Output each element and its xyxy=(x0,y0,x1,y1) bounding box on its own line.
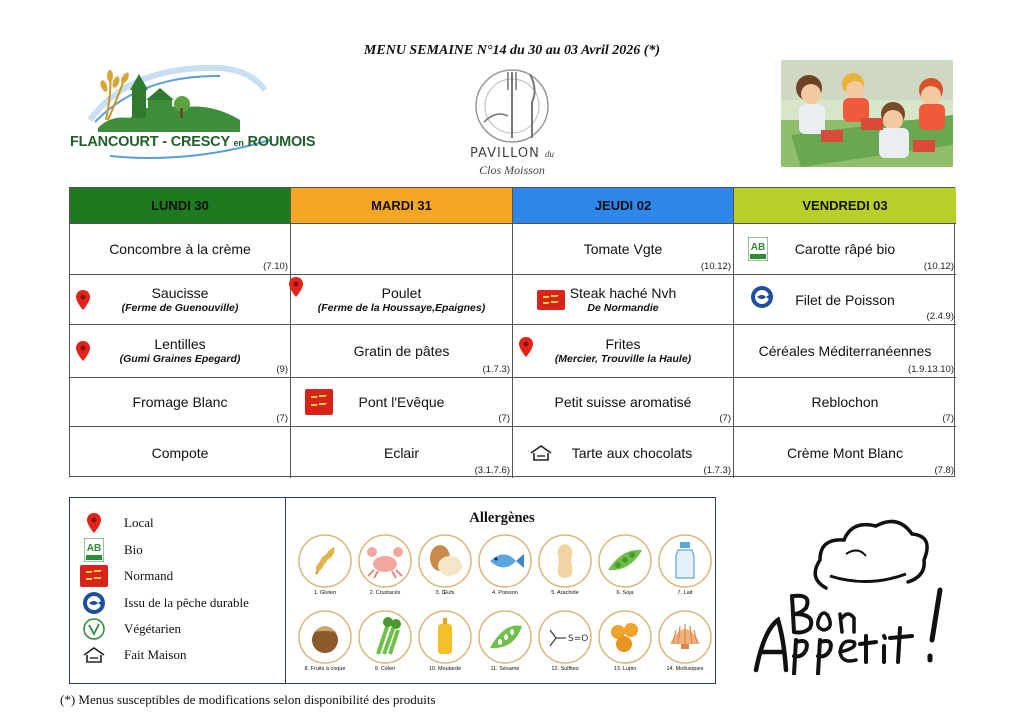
menu-cell xyxy=(513,378,734,427)
allergen-codes: (7) xyxy=(498,413,510,424)
town-logo-art xyxy=(70,60,316,170)
town-name: FLANCOURT - CRESCY en ROUMOIS xyxy=(70,134,316,150)
normandy-flag-icon xyxy=(80,565,108,587)
allergen-item xyxy=(416,534,474,596)
allergen-label: 13. Lupin xyxy=(613,666,637,672)
menu-cell xyxy=(291,378,513,427)
legend-item xyxy=(76,591,249,615)
dish-origin: (Gumi Graines Epegard) xyxy=(119,353,241,365)
pin-icon xyxy=(76,341,90,361)
dish-name: Tarte aux chocolats xyxy=(571,444,693,461)
dish-name: Saucisse xyxy=(151,284,209,301)
menu-cell xyxy=(513,275,734,325)
allergen-label: 7. Lait xyxy=(677,590,693,596)
msc-fish-icon xyxy=(750,285,774,309)
wheat-icon xyxy=(298,534,352,588)
svg-text:AB: AB xyxy=(86,543,102,554)
leaf-v-icon xyxy=(83,618,105,640)
allergen-label: 10. Moutarde xyxy=(428,666,462,672)
dish-name: Reblochon xyxy=(811,394,879,410)
dish-name: Concombre à la crème xyxy=(109,241,251,257)
allergen-label: 8. Fruits à coque xyxy=(304,666,346,672)
allergen-label: 5. Arachide xyxy=(551,590,579,596)
menu-cell xyxy=(513,325,734,378)
lupin-icon xyxy=(598,610,652,664)
dish-name: Poulet xyxy=(381,284,422,301)
menu-cell xyxy=(70,325,291,378)
pictogram-legend xyxy=(70,498,286,683)
hazelnut-icon xyxy=(298,610,352,664)
allergen-item xyxy=(476,610,534,672)
allergen-codes: (7) xyxy=(276,413,288,424)
day-header-mardi: MARDI 31 xyxy=(291,188,513,224)
legend-label: Bio xyxy=(124,542,143,557)
soy-icon xyxy=(598,534,652,588)
legend-label: Végétarien xyxy=(124,621,182,636)
dish-name: Filet de Poisson xyxy=(795,291,895,308)
allergen-label: 2. Crustacés xyxy=(369,590,401,596)
legend-box xyxy=(69,497,716,684)
celery-icon xyxy=(358,610,412,664)
menu-cell xyxy=(734,224,956,275)
allergen-item xyxy=(356,610,414,672)
allergen-codes: (10.12) xyxy=(700,261,731,272)
legend-item xyxy=(76,617,181,641)
menu-cell xyxy=(291,427,513,478)
dish-name: Frites xyxy=(605,336,641,352)
allergen-codes: (10.12) xyxy=(923,261,954,272)
menu-table xyxy=(69,187,955,477)
pin-icon xyxy=(76,290,90,310)
menu-cell xyxy=(291,275,513,325)
allergen-item xyxy=(416,610,474,672)
crab-icon xyxy=(358,534,412,588)
house-icon xyxy=(529,444,553,462)
dish-origin: (Mercier, Trouville la Haule) xyxy=(554,353,692,365)
menu-cell xyxy=(734,275,956,325)
sulfites-icon xyxy=(538,610,592,664)
allergen-label: 3. Œufs xyxy=(435,590,455,596)
allergen-item xyxy=(296,534,354,596)
allergen-item xyxy=(296,610,354,672)
dish-name: Lentilles xyxy=(154,336,206,352)
shell-icon xyxy=(658,610,712,664)
allergen-item xyxy=(656,534,714,596)
menu-cell xyxy=(70,224,291,275)
legend-label: Local xyxy=(124,515,154,530)
allergen-codes: (2.4.9) xyxy=(926,311,954,322)
pavillon-subtitle: Clos Moisson xyxy=(479,163,545,177)
legend-item xyxy=(76,564,173,588)
plate-cutlery-icon xyxy=(466,62,558,146)
allergen-codes: (9) xyxy=(276,364,288,375)
allergen-label: 6. Soja xyxy=(616,590,634,596)
menu-title: MENU SEMAINE N°14 du 30 au 03 Avril 2026 (*) xyxy=(363,43,661,58)
allergen-label: 11. Sésame xyxy=(490,666,520,672)
dish-origin: (Ferme de Guenouville) xyxy=(121,301,239,314)
town-logo xyxy=(70,60,316,170)
allergen-label: 1. Gluten xyxy=(313,590,337,596)
allergen-item xyxy=(536,610,594,672)
day-header-lundi: LUNDI 30 xyxy=(70,188,291,224)
eggs-icon xyxy=(418,534,472,588)
legend-label: Issu de la pêche durable xyxy=(124,595,249,610)
legend-item xyxy=(76,538,143,562)
dish-name: Fromage Blanc xyxy=(132,394,228,410)
legend-label: Normand xyxy=(124,568,174,583)
ab-bio-icon xyxy=(748,237,768,261)
dish-name: Céréales Méditerranéennes xyxy=(758,343,932,359)
menu-cell xyxy=(734,325,956,378)
mustard-icon xyxy=(418,610,472,664)
allergen-item xyxy=(656,610,714,672)
dish-origin: De Normandie xyxy=(587,301,659,314)
children-eating-image xyxy=(781,60,953,167)
day-header-vendredi: VENDREDI 03 xyxy=(734,188,956,224)
menu-cell xyxy=(734,378,956,427)
allergen-item xyxy=(356,534,414,596)
pin-icon xyxy=(87,513,101,533)
sesame-icon xyxy=(478,610,532,664)
allergen-label: 14. Mollusques xyxy=(666,666,704,672)
allergen-codes: (3.1.7.6) xyxy=(474,465,510,476)
menu-cell xyxy=(513,427,734,478)
day-header-jeudi: JEUDI 02 xyxy=(513,188,734,224)
milk-icon xyxy=(658,534,712,588)
allergen-codes: (7.10) xyxy=(263,261,288,272)
legend-item xyxy=(76,511,154,535)
dish-name: Petit suisse aromatisé xyxy=(554,394,692,410)
ab-bio-icon xyxy=(84,538,104,562)
footnote: (*) Menus susceptibles de modifications selon disponibilité des produits xyxy=(60,692,436,707)
dish-name: Pont l'Evêque xyxy=(358,394,445,410)
pavillon-logo xyxy=(466,62,558,182)
svg-text:AB: AB xyxy=(750,242,766,253)
dish-name: Carotte râpé bio xyxy=(794,241,896,257)
allergen-item xyxy=(596,610,654,672)
menu-cell xyxy=(513,224,734,275)
allergen-label: 12. Sulfites xyxy=(551,666,579,672)
dish-name: Gratin de pâtes xyxy=(353,343,450,359)
dish-name: Steak haché Nvh xyxy=(569,284,677,301)
bon-appetit-logo xyxy=(748,510,958,675)
allergen-item xyxy=(476,534,534,596)
allergen-label: 9. Céleri xyxy=(374,666,396,672)
allergen-label: 4. Poisson xyxy=(492,590,518,596)
allergen-item xyxy=(536,534,594,596)
allergen-codes: (1.9.13.10) xyxy=(908,364,954,375)
dish-origin: (Ferme de la Houssaye,Epaignes) xyxy=(317,301,486,314)
legend-label: Fait Maison xyxy=(124,647,187,662)
dish-name: Crème Mont Blanc xyxy=(787,444,903,461)
menu-cell xyxy=(70,275,291,325)
pin-icon xyxy=(519,337,533,357)
dish-name: Compote xyxy=(151,444,209,461)
menu-cell xyxy=(734,427,956,478)
peanut-icon xyxy=(538,534,592,588)
canteen-photo xyxy=(781,60,953,167)
allergens-title: Allergènes xyxy=(469,510,535,526)
pin-icon xyxy=(289,277,303,297)
allergen-codes: (7) xyxy=(942,413,954,424)
house-icon xyxy=(82,646,106,664)
menu-cell xyxy=(70,427,291,478)
allergen-codes: (1.7.3) xyxy=(703,465,731,476)
normandy-flag-icon xyxy=(537,290,565,310)
legend-item xyxy=(76,643,186,667)
allergen-codes: (7) xyxy=(719,413,731,424)
menu-cell xyxy=(291,224,513,275)
dish-name: Eclair xyxy=(383,444,419,461)
dish-name: Tomate Vgte xyxy=(583,241,663,257)
pavillon-name: PAVILLON du xyxy=(470,146,554,161)
menu-cell xyxy=(291,325,513,378)
menu-cell xyxy=(70,378,291,427)
svg-text:S=O: S=O xyxy=(568,634,589,644)
allergen-codes: (7.8) xyxy=(934,465,954,476)
msc-fish-icon xyxy=(82,591,106,615)
allergen-item xyxy=(596,534,654,596)
allergen-codes: (1.7.3) xyxy=(482,364,510,375)
fish-icon xyxy=(478,534,532,588)
normandy-flag-icon xyxy=(305,389,333,415)
